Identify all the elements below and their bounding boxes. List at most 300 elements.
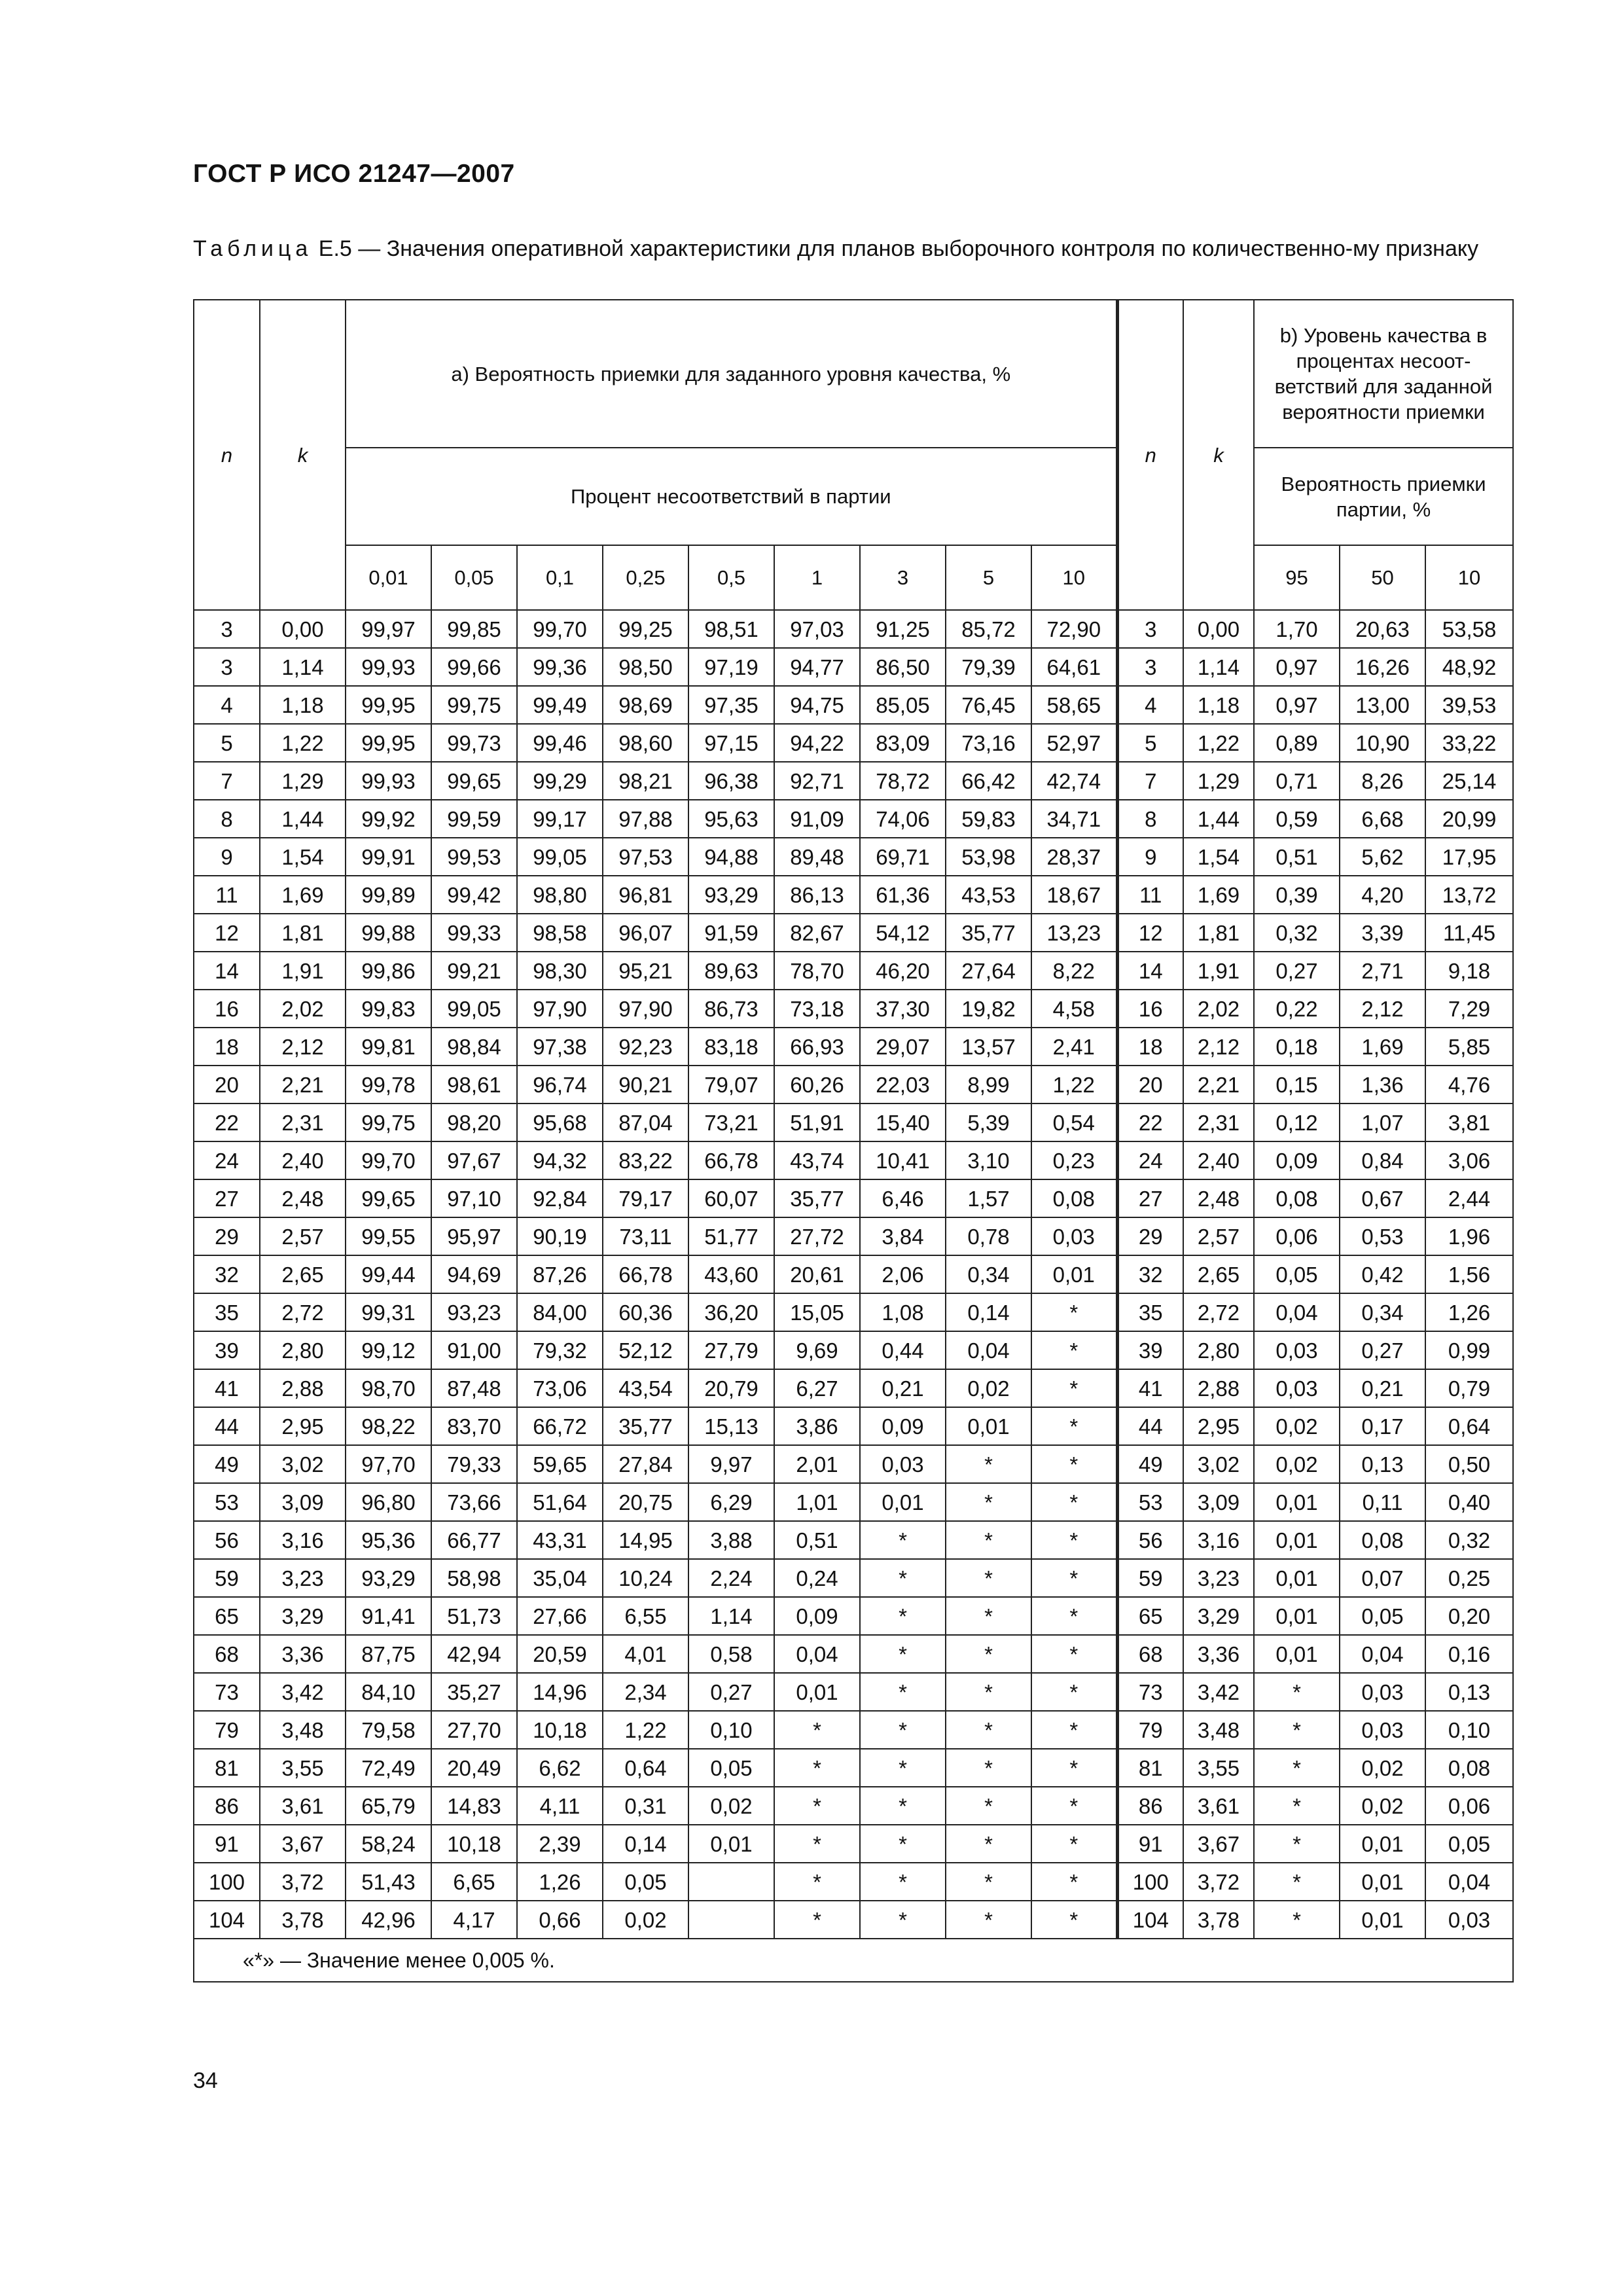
table-cell: 0,16 bbox=[1425, 1635, 1513, 1673]
table-cell: 95,21 bbox=[603, 952, 688, 990]
table-cell: 6,68 bbox=[1340, 800, 1425, 838]
table-cell: 27,72 bbox=[774, 1217, 860, 1255]
table-cell: * bbox=[860, 1559, 946, 1597]
table-cell: 6,65 bbox=[431, 1863, 517, 1901]
table-cell: 18,67 bbox=[1031, 876, 1117, 914]
table-cell: 0,00 bbox=[1183, 610, 1254, 648]
table-cell: 104 bbox=[1117, 1901, 1183, 1939]
table-cell: 14 bbox=[1117, 952, 1183, 990]
table-cell: 97,19 bbox=[688, 648, 774, 686]
table-cell: 92,71 bbox=[774, 762, 860, 800]
table-cell: 0,99 bbox=[1425, 1331, 1513, 1369]
table-cell: 0,04 bbox=[946, 1331, 1031, 1369]
table-cell: 9 bbox=[1117, 838, 1183, 876]
table-cell: 96,07 bbox=[603, 914, 688, 952]
percent-defective-column-header: 0,01 bbox=[346, 545, 431, 610]
table-cell: 14 bbox=[194, 952, 260, 990]
table-cell: 72,90 bbox=[1031, 610, 1117, 648]
table-caption bbox=[193, 236, 1502, 262]
table-cell: 98,21 bbox=[603, 762, 688, 800]
table-cell: 65 bbox=[194, 1597, 260, 1635]
table-row bbox=[194, 648, 1513, 686]
table-cell: * bbox=[1254, 1673, 1340, 1711]
table-cell: 0,02 bbox=[1254, 1445, 1340, 1483]
table-cell: 100 bbox=[194, 1863, 260, 1901]
table-cell: * bbox=[860, 1673, 946, 1711]
table-cell: * bbox=[860, 1787, 946, 1825]
column-n-header: n bbox=[194, 300, 260, 610]
table-cell: * bbox=[860, 1901, 946, 1939]
table-cell: 3,29 bbox=[260, 1597, 346, 1635]
table-cell: 3,55 bbox=[260, 1749, 346, 1787]
table-cell: * bbox=[860, 1597, 946, 1635]
table-cell: 0,01 bbox=[860, 1483, 946, 1521]
table-cell: 20,99 bbox=[1425, 800, 1513, 838]
table-cell: 79,17 bbox=[603, 1179, 688, 1217]
table-cell: 97,67 bbox=[431, 1141, 517, 1179]
table-cell: 1,36 bbox=[1340, 1066, 1425, 1103]
acceptance-probability-column-header: 10 bbox=[1425, 545, 1513, 610]
table-cell: 3,61 bbox=[260, 1787, 346, 1825]
table-cell: 99,73 bbox=[431, 724, 517, 762]
table-cell: 99,93 bbox=[346, 648, 431, 686]
table-cell: 58,98 bbox=[431, 1559, 517, 1597]
table-row bbox=[194, 1483, 1513, 1521]
table-cell: 2,01 bbox=[774, 1445, 860, 1483]
table-cell: 99,21 bbox=[431, 952, 517, 990]
table-cell: 99,53 bbox=[431, 838, 517, 876]
table-cell: 1,26 bbox=[517, 1863, 603, 1901]
table-cell: 2,21 bbox=[1183, 1066, 1254, 1103]
table-cell: 69,71 bbox=[860, 838, 946, 876]
table-cell: 99,89 bbox=[346, 876, 431, 914]
table-footnote-row bbox=[194, 1939, 1513, 1982]
table-cell: 3,42 bbox=[1183, 1673, 1254, 1711]
table-cell: 20 bbox=[194, 1066, 260, 1103]
table-cell: 99,93 bbox=[346, 762, 431, 800]
table-cell: 94,69 bbox=[431, 1255, 517, 1293]
table-cell: 0,08 bbox=[1425, 1749, 1513, 1787]
table-cell: 94,88 bbox=[688, 838, 774, 876]
table-cell: 87,48 bbox=[431, 1369, 517, 1407]
table-cell: 3,06 bbox=[1425, 1141, 1513, 1179]
table-cell: 68 bbox=[1117, 1635, 1183, 1673]
table-cell: 1,69 bbox=[1183, 876, 1254, 914]
table-cell: * bbox=[1031, 1863, 1117, 1901]
table-cell: 2,95 bbox=[1183, 1407, 1254, 1445]
table-cell: 3,84 bbox=[860, 1217, 946, 1255]
table-cell: 99,81 bbox=[346, 1028, 431, 1066]
table-cell: 66,78 bbox=[603, 1255, 688, 1293]
column-n-header-right: n bbox=[1117, 300, 1183, 610]
table-cell: 29 bbox=[1117, 1217, 1183, 1255]
table-cell: 43,54 bbox=[603, 1369, 688, 1407]
table-cell: 2,40 bbox=[260, 1141, 346, 1179]
table-cell: 3 bbox=[1117, 648, 1183, 686]
table-cell: 86 bbox=[194, 1787, 260, 1825]
table-cell: 0,13 bbox=[1340, 1445, 1425, 1483]
table-cell: 98,80 bbox=[517, 876, 603, 914]
table-cell: 1,29 bbox=[260, 762, 346, 800]
table-cell: 4 bbox=[1117, 686, 1183, 724]
table-cell: 73 bbox=[194, 1673, 260, 1711]
table-cell: 0,97 bbox=[1254, 686, 1340, 724]
table-cell: 0,64 bbox=[603, 1749, 688, 1787]
table-cell: 2,41 bbox=[1031, 1028, 1117, 1066]
acceptance-probability-column-header: 95 bbox=[1254, 545, 1340, 610]
table-cell: * bbox=[1031, 1559, 1117, 1597]
table-cell: 66,42 bbox=[946, 762, 1031, 800]
table-cell: 66,77 bbox=[431, 1521, 517, 1559]
table-cell: 2,72 bbox=[260, 1293, 346, 1331]
table-cell: 9,97 bbox=[688, 1445, 774, 1483]
table-row bbox=[194, 1445, 1513, 1483]
table-cell: 0,01 bbox=[1340, 1863, 1425, 1901]
table-cell: 7 bbox=[1117, 762, 1183, 800]
table-cell: 44 bbox=[194, 1407, 260, 1445]
table-cell: 49 bbox=[194, 1445, 260, 1483]
table-cell: 7,29 bbox=[1425, 990, 1513, 1028]
table-cell: 1,96 bbox=[1425, 1217, 1513, 1255]
table-row bbox=[194, 1103, 1513, 1141]
table-cell: 0,02 bbox=[1340, 1749, 1425, 1787]
table-cell: 15,13 bbox=[688, 1407, 774, 1445]
table-cell: 60,07 bbox=[688, 1179, 774, 1217]
document-header: ГОСТ Р ИСО 21247—2007 bbox=[193, 160, 515, 188]
table-cell: 0,02 bbox=[946, 1369, 1031, 1407]
table-cell: 0,39 bbox=[1254, 876, 1340, 914]
table-cell: * bbox=[946, 1863, 1031, 1901]
table-cell: 42,94 bbox=[431, 1635, 517, 1673]
table-cell: 97,38 bbox=[517, 1028, 603, 1066]
table-cell: 96,38 bbox=[688, 762, 774, 800]
table-cell: 96,80 bbox=[346, 1483, 431, 1521]
table-cell: 9,69 bbox=[774, 1331, 860, 1369]
table-cell: * bbox=[860, 1521, 946, 1559]
table-cell: 99,75 bbox=[346, 1103, 431, 1141]
table-cell: 99,97 bbox=[346, 610, 431, 648]
table-cell: 79,07 bbox=[688, 1066, 774, 1103]
table-cell: 19,82 bbox=[946, 990, 1031, 1028]
table-cell: 12 bbox=[1117, 914, 1183, 952]
table-cell: 0,25 bbox=[1425, 1559, 1513, 1597]
table-cell: 0,32 bbox=[1425, 1521, 1513, 1559]
table-cell: 83,09 bbox=[860, 724, 946, 762]
table-cell: 0,02 bbox=[1254, 1407, 1340, 1445]
table-cell: 99,36 bbox=[517, 648, 603, 686]
table-cell: 86,73 bbox=[688, 990, 774, 1028]
table-cell: 73,06 bbox=[517, 1369, 603, 1407]
table-cell: 35,27 bbox=[431, 1673, 517, 1711]
column-values-header-row bbox=[194, 545, 1513, 610]
table-cell: 73,21 bbox=[688, 1103, 774, 1141]
part-a-title: a) Вероятность приемки для заданного уровня качества, % bbox=[346, 300, 1117, 448]
table-cell: 1,22 bbox=[603, 1711, 688, 1749]
table-cell: 41 bbox=[194, 1369, 260, 1407]
table-cell: 3,55 bbox=[1183, 1749, 1254, 1787]
table-cell: 3,88 bbox=[688, 1521, 774, 1559]
table-cell: 3 bbox=[1117, 610, 1183, 648]
table-cell: 9 bbox=[194, 838, 260, 876]
table-cell: 2,44 bbox=[1425, 1179, 1513, 1217]
table-cell: 7 bbox=[194, 762, 260, 800]
table-cell: 2,57 bbox=[260, 1217, 346, 1255]
table-cell: 85,72 bbox=[946, 610, 1031, 648]
table-cell: 93,29 bbox=[346, 1559, 431, 1597]
table-cell: 0,12 bbox=[1254, 1103, 1340, 1141]
table-cell: 79,33 bbox=[431, 1445, 517, 1483]
table-cell: 99,55 bbox=[346, 1217, 431, 1255]
table-cell: 97,90 bbox=[517, 990, 603, 1028]
table-cell: 48,92 bbox=[1425, 648, 1513, 686]
table-cell: 22,03 bbox=[860, 1066, 946, 1103]
table-cell: 83,18 bbox=[688, 1028, 774, 1066]
table-cell: 94,77 bbox=[774, 648, 860, 686]
table-cell: * bbox=[1031, 1483, 1117, 1521]
table-cell: 0,15 bbox=[1254, 1066, 1340, 1103]
table-cell: 14,96 bbox=[517, 1673, 603, 1711]
table-cell: 59,65 bbox=[517, 1445, 603, 1483]
table-cell: 1,70 bbox=[1254, 610, 1340, 648]
table-cell: 84,00 bbox=[517, 1293, 603, 1331]
table-cell: 3,78 bbox=[1183, 1901, 1254, 1939]
table-cell: 0,04 bbox=[1425, 1863, 1513, 1901]
table-cell: 64,61 bbox=[1031, 648, 1117, 686]
table-cell: 3,23 bbox=[1183, 1559, 1254, 1597]
acceptance-probability-column-header: 50 bbox=[1340, 545, 1425, 610]
table-cell: 83,22 bbox=[603, 1141, 688, 1179]
table-cell: 49 bbox=[1117, 1445, 1183, 1483]
table-row bbox=[194, 1711, 1513, 1749]
table-cell: 73,11 bbox=[603, 1217, 688, 1255]
table-cell: 2,31 bbox=[260, 1103, 346, 1141]
table-cell: 0,02 bbox=[1340, 1787, 1425, 1825]
table-cell: * bbox=[946, 1597, 1031, 1635]
table-cell: 0,01 bbox=[1254, 1635, 1340, 1673]
percent-defective-column-header: 0,25 bbox=[603, 545, 688, 610]
table-cell: 4,11 bbox=[517, 1787, 603, 1825]
table-cell: 27,66 bbox=[517, 1597, 603, 1635]
table-cell: 3,02 bbox=[260, 1445, 346, 1483]
table-cell: 1,18 bbox=[260, 686, 346, 724]
table-cell: 1,54 bbox=[260, 838, 346, 876]
table-cell: 2,21 bbox=[260, 1066, 346, 1103]
table-cell: 4,01 bbox=[603, 1635, 688, 1673]
table-cell: 53,98 bbox=[946, 838, 1031, 876]
table-cell: 3,16 bbox=[1183, 1521, 1254, 1559]
table-cell: 46,20 bbox=[860, 952, 946, 990]
table-row bbox=[194, 1066, 1513, 1103]
table-cell: 74,06 bbox=[860, 800, 946, 838]
table-cell: 11 bbox=[1117, 876, 1183, 914]
table-cell: * bbox=[774, 1787, 860, 1825]
table-cell: 94,75 bbox=[774, 686, 860, 724]
table-cell: 34,71 bbox=[1031, 800, 1117, 838]
table-row bbox=[194, 1787, 1513, 1825]
table-cell: 36,20 bbox=[688, 1293, 774, 1331]
table-cell: 13,00 bbox=[1340, 686, 1425, 724]
table-cell: 14,95 bbox=[603, 1521, 688, 1559]
table-cell: 11,45 bbox=[1425, 914, 1513, 952]
table-cell: 35,77 bbox=[603, 1407, 688, 1445]
percent-defective-column-header: 0,5 bbox=[688, 545, 774, 610]
table-cell: 99,46 bbox=[517, 724, 603, 762]
table-cell: 0,01 bbox=[1031, 1255, 1117, 1293]
table-cell: 2,39 bbox=[517, 1825, 603, 1863]
table-cell: 0,03 bbox=[1425, 1901, 1513, 1939]
table-row bbox=[194, 1825, 1513, 1863]
table-cell: 97,10 bbox=[431, 1179, 517, 1217]
table-cell: 51,77 bbox=[688, 1217, 774, 1255]
table-cell: 99,05 bbox=[431, 990, 517, 1028]
table-cell: * bbox=[1031, 1635, 1117, 1673]
column-k-header: k bbox=[260, 300, 346, 610]
table-cell: 65,79 bbox=[346, 1787, 431, 1825]
table-cell: * bbox=[1031, 1521, 1117, 1559]
table-row bbox=[194, 1521, 1513, 1559]
table-cell: 20,63 bbox=[1340, 610, 1425, 648]
table-cell: 92,84 bbox=[517, 1179, 603, 1217]
table-cell: 66,72 bbox=[517, 1407, 603, 1445]
table-cell: * bbox=[946, 1559, 1031, 1597]
table-cell: 1,54 bbox=[1183, 838, 1254, 876]
table-cell: 91,41 bbox=[346, 1597, 431, 1635]
table-cell: 13,23 bbox=[1031, 914, 1117, 952]
table-cell: 1,29 bbox=[1183, 762, 1254, 800]
table-cell: 86 bbox=[1117, 1787, 1183, 1825]
table-cell: 3,72 bbox=[260, 1863, 346, 1901]
table-cell: 8 bbox=[194, 800, 260, 838]
table-cell: 99,05 bbox=[517, 838, 603, 876]
table-cell: * bbox=[946, 1787, 1031, 1825]
table-cell: 0,01 bbox=[774, 1673, 860, 1711]
table-cell: 56 bbox=[194, 1521, 260, 1559]
table-cell: 3,02 bbox=[1183, 1445, 1254, 1483]
percent-defective-column-header: 1 bbox=[774, 545, 860, 610]
table-cell: 73 bbox=[1117, 1673, 1183, 1711]
table-cell: 96,74 bbox=[517, 1066, 603, 1103]
percent-defective-column-header: 5 bbox=[946, 545, 1031, 610]
table-cell: 1,91 bbox=[260, 952, 346, 990]
table-cell: 0,84 bbox=[1340, 1141, 1425, 1179]
table-cell: 5,85 bbox=[1425, 1028, 1513, 1066]
table-cell: 2,24 bbox=[688, 1559, 774, 1597]
table-cell: 3,36 bbox=[1183, 1635, 1254, 1673]
table-cell: 2,31 bbox=[1183, 1103, 1254, 1141]
table-cell: 27,79 bbox=[688, 1331, 774, 1369]
table-cell: 0,08 bbox=[1254, 1179, 1340, 1217]
table-cell: 98,30 bbox=[517, 952, 603, 990]
table-cell: 2,34 bbox=[603, 1673, 688, 1711]
table-cell: 0,02 bbox=[603, 1901, 688, 1939]
table-cell: 6,27 bbox=[774, 1369, 860, 1407]
table-cell: 42,74 bbox=[1031, 762, 1117, 800]
table-cell: 14,83 bbox=[431, 1787, 517, 1825]
table-cell: 3,86 bbox=[774, 1407, 860, 1445]
table-cell: 35,77 bbox=[774, 1179, 860, 1217]
table-cell: * bbox=[774, 1749, 860, 1787]
table-cell: 1,14 bbox=[688, 1597, 774, 1635]
table-cell: 0,10 bbox=[1425, 1711, 1513, 1749]
table-cell: 2,80 bbox=[260, 1331, 346, 1369]
table-cell: 0,04 bbox=[1254, 1293, 1340, 1331]
table-cell: 22 bbox=[194, 1103, 260, 1141]
table-cell: 0,01 bbox=[1254, 1597, 1340, 1635]
table-cell: 0,78 bbox=[946, 1217, 1031, 1255]
table-cell: 90,19 bbox=[517, 1217, 603, 1255]
table-cell: 1,57 bbox=[946, 1179, 1031, 1217]
table-cell: 2,06 bbox=[860, 1255, 946, 1293]
table-cell: 98,61 bbox=[431, 1066, 517, 1103]
table-cell: 52,97 bbox=[1031, 724, 1117, 762]
table-cell: 0,08 bbox=[1340, 1521, 1425, 1559]
table-cell: 2,02 bbox=[1183, 990, 1254, 1028]
percent-defective-column-header: 10 bbox=[1031, 545, 1117, 610]
table-cell: 0,17 bbox=[1340, 1407, 1425, 1445]
table-cell: 2,80 bbox=[1183, 1331, 1254, 1369]
column-k-header-right: k bbox=[1183, 300, 1254, 610]
table-cell: 0,97 bbox=[1254, 648, 1340, 686]
table-cell bbox=[688, 1863, 774, 1901]
table-cell: 58,65 bbox=[1031, 686, 1117, 724]
table-cell: 3,09 bbox=[1183, 1483, 1254, 1521]
table-cell: 10,90 bbox=[1340, 724, 1425, 762]
table-cell: 73,18 bbox=[774, 990, 860, 1028]
table-row bbox=[194, 990, 1513, 1028]
table-cell: 99,95 bbox=[346, 724, 431, 762]
table-cell: * bbox=[1254, 1863, 1340, 1901]
table-cell: * bbox=[1031, 1597, 1117, 1635]
table-cell: 35,04 bbox=[517, 1559, 603, 1597]
table-cell: 15,40 bbox=[860, 1103, 946, 1141]
table-cell: 27,70 bbox=[431, 1711, 517, 1749]
table-cell: 0,23 bbox=[1031, 1141, 1117, 1179]
table-row bbox=[194, 1141, 1513, 1179]
table-cell: 98,84 bbox=[431, 1028, 517, 1066]
operating-characteristic-table bbox=[193, 299, 1514, 1982]
table-cell: 6,29 bbox=[688, 1483, 774, 1521]
table-cell: 81 bbox=[1117, 1749, 1183, 1787]
table-cell: 0,06 bbox=[1254, 1217, 1340, 1255]
table-cell: 8,22 bbox=[1031, 952, 1117, 990]
table-cell: 91,25 bbox=[860, 610, 946, 648]
table-cell: * bbox=[1031, 1749, 1117, 1787]
table-cell: 2,40 bbox=[1183, 1141, 1254, 1179]
table-cell: 20,75 bbox=[603, 1483, 688, 1521]
table-cell: 18 bbox=[1117, 1028, 1183, 1066]
table-cell: 12 bbox=[194, 914, 260, 952]
table-cell: * bbox=[774, 1901, 860, 1939]
table-cell: * bbox=[946, 1635, 1031, 1673]
table-cell: 6,55 bbox=[603, 1597, 688, 1635]
table-cell: 0,03 bbox=[1254, 1369, 1340, 1407]
table-cell: * bbox=[1031, 1293, 1117, 1331]
table-cell: 0,67 bbox=[1340, 1179, 1425, 1217]
table-cell: 10,41 bbox=[860, 1141, 946, 1179]
table-cell: 0,01 bbox=[1340, 1825, 1425, 1863]
table-cell: * bbox=[1254, 1711, 1340, 1749]
table-cell: 3,36 bbox=[260, 1635, 346, 1673]
table-row bbox=[194, 610, 1513, 648]
table-cell: 2,12 bbox=[260, 1028, 346, 1066]
table-cell: 42,96 bbox=[346, 1901, 431, 1939]
table-cell: 0,71 bbox=[1254, 762, 1340, 800]
table-cell: 27,64 bbox=[946, 952, 1031, 990]
table-cell: 83,70 bbox=[431, 1407, 517, 1445]
part-a-subtitle: Процент несоответствий в партии bbox=[346, 448, 1117, 545]
table-cell: 2,12 bbox=[1183, 1028, 1254, 1066]
table-cell: 20,59 bbox=[517, 1635, 603, 1673]
